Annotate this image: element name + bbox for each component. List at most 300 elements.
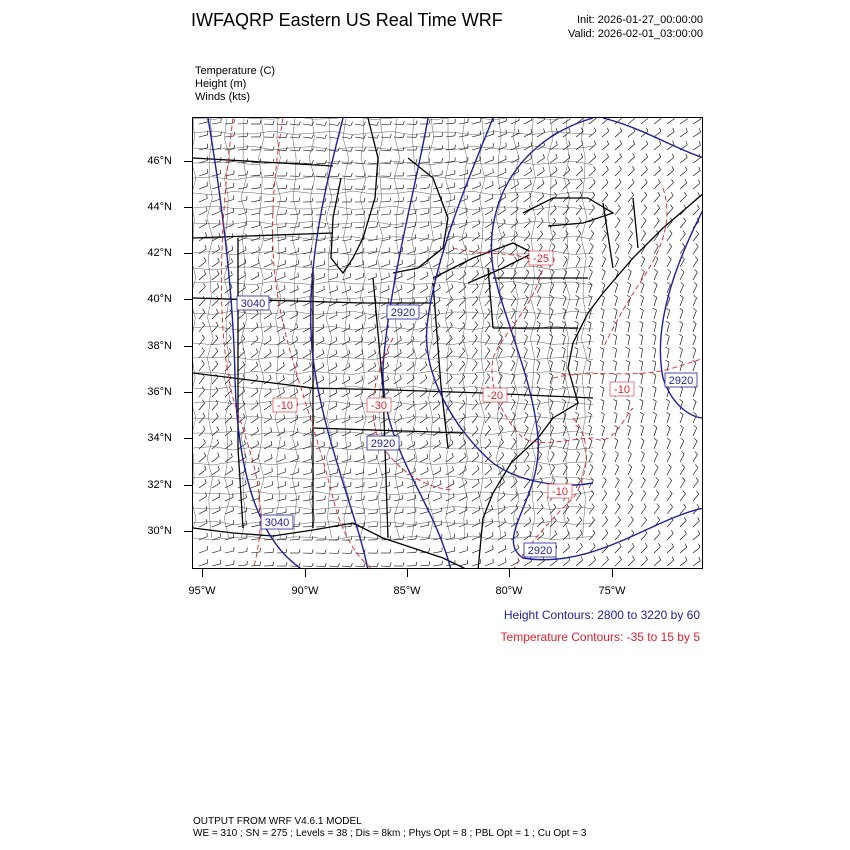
wind-barb-flag [551,438,554,441]
wind-barb [394,124,403,125]
wind-barb [290,239,299,241]
wind-barb-flag [506,130,507,134]
wind-barb-flag [401,298,402,302]
wind-barb-flag [681,438,684,441]
lat-label: 42°N [147,247,172,259]
wind-barb-flag [440,467,441,471]
wind-barb-flag [502,452,504,455]
wind-barb-flag [567,517,569,520]
wind-barb-flag [338,223,339,227]
lat-label: 38°N [147,340,172,352]
wind-barb [420,188,429,189]
wind-barb [433,175,442,176]
wind-barb-flag [415,468,416,472]
wind-barb-flag [616,464,619,467]
wind-barb-flag [589,269,592,272]
wind-barb [680,494,686,501]
wind-barb-flag [602,451,605,454]
wind-barb-flag [336,389,337,393]
wind-barb [654,388,656,397]
wind-barb-flag [501,283,504,286]
wind-barb-flag [299,198,300,202]
wind-barb-flag [247,120,248,124]
wind-barb [589,246,593,254]
wind-barb-flag [403,134,404,138]
wind-barb-flag [337,286,338,290]
wind-barb [667,323,670,332]
wind-barb-flag [516,231,518,235]
wind-barb [472,416,478,423]
wind-barb [264,264,272,268]
wind-barb-flag [589,451,592,453]
wind-barb-flag [615,269,618,271]
wind-barb-flag [556,167,558,171]
wind-barb [615,480,619,488]
wind-barb [537,171,544,176]
wind-barb-flag [429,184,430,188]
lon-label: 90°W [291,585,319,597]
county-line [275,118,281,538]
wind-barb [693,324,696,332]
wind-barb-flag [528,231,530,234]
wind-barb [680,336,683,345]
wind-barb-flag [349,324,350,328]
wind-barb [602,454,605,462]
wind-barb [615,336,617,345]
wind-barb-flag [375,376,376,380]
wind-barb-flag [629,477,632,480]
wind-barb-flag [657,205,659,208]
wind-barb-flag [207,533,208,537]
wind-barb [589,454,593,462]
wind-barb [342,380,350,385]
wind-barb-flag [531,129,532,133]
lon-label: 85°W [393,585,421,597]
wind-barb [199,510,207,514]
wind-barb-flag [542,193,544,197]
wind-barb-flag [286,185,287,189]
wind-barb-flag [603,256,606,259]
wind-barb-flag [286,172,287,176]
wind-barb [693,534,700,540]
wind-barb [667,480,672,488]
wind-barb-flag [272,468,273,472]
wind-barb [615,493,620,501]
wind-barb-flag [659,166,661,170]
wind-barb [524,285,529,293]
wind-barb [641,297,644,306]
wind-barb [654,272,658,280]
wind-barb [459,456,466,462]
wind-barb-flag [387,362,388,366]
wind-barb [641,507,646,514]
wind-barb [407,499,416,502]
wind-barb-flag [658,543,660,547]
wind-barb-flag [656,477,659,480]
wind-barb-flag [477,270,479,274]
wind-barb-flag [537,373,540,375]
wind-barb [654,323,656,332]
wind-barb-flag [216,322,218,325]
wind-barb-flag [618,517,620,520]
wind-barb [563,170,570,176]
wind-barb [524,298,528,306]
wind-barb-flag [377,210,378,214]
wind-barb [303,124,312,125]
wind-barb [511,363,515,371]
wind-barb [277,499,286,501]
wind-barb [628,118,635,124]
wind-barb-flag [427,441,428,445]
wind-barb [225,484,233,488]
wind-barb [602,375,604,384]
wind-barb [654,507,659,514]
wind-barb [264,392,271,397]
wind-barb-flag [400,323,401,327]
wind-barb-flag [478,232,479,236]
wind-barb-flag [696,478,699,481]
wind-barb [199,416,205,423]
wind-barb [212,417,218,423]
wind-barb-flag [639,347,643,349]
wind-barb [433,162,442,163]
wind-barb [368,513,377,514]
wind-barb [641,221,646,228]
wind-barb [485,185,493,189]
wind-barb-flag [202,400,204,403]
wind-barb-flag [247,171,248,175]
wind-barb-flag [492,532,493,536]
wind-barb [394,458,402,462]
wind-barb-flag [338,198,339,202]
wind-barb-flag [616,256,619,259]
wind-barb [381,526,390,527]
wind-barb-flag [338,173,339,177]
wind-barb [251,525,260,527]
wind-barb [615,246,619,254]
wind-barb [459,497,467,501]
wind-barb [212,300,219,306]
wind-barb [212,403,218,410]
wind-barb-flag [617,218,620,221]
wind-barb-flag [325,523,326,527]
wind-barb-flag [575,412,578,414]
wind-barb [316,277,325,280]
wind-barb-flag [428,247,429,251]
wind-barb [277,392,285,397]
wind-barb-flag [640,412,644,414]
wind-barb [667,349,669,358]
temperature-label-text: -10 [552,486,568,498]
wind-barb-flag [299,121,301,125]
wind-barb-flag [607,556,609,560]
wind-barb-flag [644,205,646,208]
lon-tick [305,569,306,577]
wind-barb [667,520,673,527]
wind-barb-flag [488,309,491,312]
wind-barb [381,486,390,488]
wind-barb-flag [613,360,617,362]
wind-barb [693,521,700,527]
wind-barb [303,277,311,280]
wind-barb [589,349,591,358]
wind-barb [433,498,441,501]
wind-barb [524,337,528,345]
wind-barb-flag [592,205,594,208]
wind-barb [524,415,528,423]
wind-barb [199,443,206,449]
wind-barb-flag [666,399,669,401]
wind-barb-flag [671,530,673,534]
wind-barb-flag [364,186,365,190]
wind-barb-flag [244,284,245,288]
wind-barb-flag [562,360,565,362]
wind-barb-flag [659,154,661,158]
wind-barb [615,310,617,319]
wind-barb-flag [429,146,430,150]
wind-barb-flag [667,438,670,440]
wind-barb-flag [377,223,378,227]
map-canvas [193,118,703,569]
wind-barb [563,145,570,150]
wind-barb-flag [216,413,218,417]
wind-barb-flag [578,231,581,234]
wind-barb [264,289,272,293]
wind-barb [277,512,286,514]
wind-barb-flag [299,563,300,567]
wind-barb [641,388,643,397]
wind-barb-flag [681,269,684,272]
wind-barb-flag [619,543,621,546]
wind-barb [576,362,578,371]
wind-barb [628,272,631,280]
wind-barb [537,158,545,163]
wind-barb-flag [537,399,540,401]
wind-barb [355,214,364,215]
wind-barb [537,521,544,527]
wind-barb-flag [581,154,583,158]
state-borders [193,118,703,569]
wind-barb-flag [693,399,696,401]
wind-barb [355,315,363,319]
wind-barb-flag [439,284,440,288]
wind-barb [394,239,403,241]
wind-barb [420,418,427,423]
wind-barb-flag [463,413,465,416]
wind-barb [459,224,467,228]
wind-barb [485,350,490,358]
wind-barb [199,364,204,371]
wind-barb [576,208,582,215]
wind-barb-flag [566,218,568,221]
wind-barb [693,311,696,319]
wind-barb [485,325,490,332]
wind-barb [459,274,466,280]
wind-barb-flag [629,256,632,259]
wind-barb-flag [364,122,366,126]
wind-barb-flag [492,519,493,523]
wind-barb-flag [614,425,617,427]
wind-barb [472,403,478,410]
county-line [193,416,593,420]
wind-barb-flag [364,148,366,152]
wind-barb-flag [336,376,337,380]
wind-barb [420,512,429,514]
wind-barb [589,493,594,501]
wind-barb-flag [656,491,659,494]
wind-barb-flag [577,269,580,272]
wind-barb [589,285,592,294]
wind-barb [628,467,632,475]
wind-barb-flag [504,518,505,522]
wind-barb-flag [542,531,544,535]
wind-barb [563,534,569,540]
wind-barb-flag [695,465,698,468]
wind-barb-flag [538,282,541,285]
wind-barb [264,213,273,215]
wind-barb-flag [426,427,427,431]
wind-barb [394,526,403,527]
wind-barb [303,486,312,488]
wind-barb [641,467,645,475]
wind-barb [342,124,351,126]
wind-barb-flag [217,271,219,275]
wind-barb [446,457,453,462]
wind-barb [641,118,648,124]
wind-barb-flag [451,427,453,431]
wind-barb [693,481,698,488]
wind-barb [693,183,700,189]
wind-barb-flag [362,324,363,328]
wind-barb-flag [524,334,527,336]
wind-barb-flag [256,349,258,353]
wind-barb-flag [607,153,609,157]
wind-barb [602,533,608,540]
wind-barb-flag [607,141,609,145]
wind-barb-flag [673,141,675,145]
wind-barb [420,288,428,293]
wind-barb-flag [554,504,556,507]
wind-barb [238,149,247,150]
wind-barb-flag [450,348,452,352]
wind-barb-flag [659,556,661,560]
lat-tick [184,253,192,254]
wind-barb [277,201,286,202]
wind-barb [667,401,670,410]
wind-barb-flag [297,428,298,432]
wind-barb-flag [271,441,272,445]
wind-barb [550,170,557,176]
wind-barb [368,392,376,397]
wind-barb [407,512,416,514]
wind-barb [446,511,454,514]
wind-barb-flag [441,234,442,238]
wind-barb-flag [257,401,259,405]
wind-barb [680,196,687,202]
wind-barb [498,416,503,424]
wind-barb-flag [631,205,633,208]
wind-barb [628,493,633,501]
wind-barb [329,473,338,475]
wind-barb-flag [218,245,219,249]
wind-barb-flag [693,347,696,349]
wind-barb [420,539,429,541]
wind-barb [381,499,390,501]
wind-barb-flag [351,198,352,202]
wind-barb-flag [442,158,443,162]
wind-barb-flag [601,425,604,427]
wind-barb-flag [641,282,644,284]
wind-barb-flag [442,120,443,124]
wind-barb-flag [653,334,657,336]
wind-barb [615,507,620,514]
wind-barb-flag [438,414,440,418]
wind-barb [550,507,556,514]
wind-barb-flag [655,256,658,259]
wind-barb-flag [626,399,630,401]
wind-barb [563,441,567,449]
wind-barb-flag [202,335,204,338]
wind-barb-flag [641,269,644,272]
height-contour-label [237,296,269,310]
wind-barb-flag [578,243,581,246]
wind-barb-flag [666,412,669,414]
wind-barb [576,520,582,527]
wind-barb [303,290,311,294]
lon-label: 75°W [598,585,626,597]
wind-barb-flag [539,451,542,454]
wind-barb-flag [552,244,555,247]
wind-barb-flag [455,119,456,123]
wind-barb-flag [229,335,231,339]
wind-barb-flag [600,334,604,336]
wind-barb-flag [549,360,552,362]
wind-barb [420,471,428,475]
wind-barb-flag [271,272,272,276]
wind-barb [680,547,687,553]
wind-barb [693,234,699,241]
wind-barb [654,467,658,475]
wind-barb [615,221,620,229]
wind-barb [212,377,218,384]
wind-barb-flag [653,295,656,297]
wind-barb-flag [414,441,415,445]
wind-barb [576,547,583,553]
wind-barb [537,311,541,319]
wind-barb [654,362,656,371]
wind-barb-flag [618,504,621,507]
wind-barb [680,183,687,189]
wind-barb-flag [324,286,325,290]
wind-barb [550,298,554,306]
wind-barb-flag [619,192,621,195]
wind-barb [459,300,465,306]
wind-barb-flag [640,321,644,323]
wind-barb-flag [644,504,647,507]
wind-barb [589,183,595,190]
wind-barb [654,259,658,267]
wind-barb-flag [243,335,245,339]
wind-barb-flag [416,159,417,163]
wind-barb [238,275,246,280]
wind-barb-flag [695,269,698,272]
wind-barb-flag [205,466,207,470]
wind-barb-flag [506,143,507,147]
wind-barb [628,170,634,176]
wind-barb-flag [683,491,686,494]
wind-barb-flag [453,466,454,470]
county-line [360,118,366,538]
